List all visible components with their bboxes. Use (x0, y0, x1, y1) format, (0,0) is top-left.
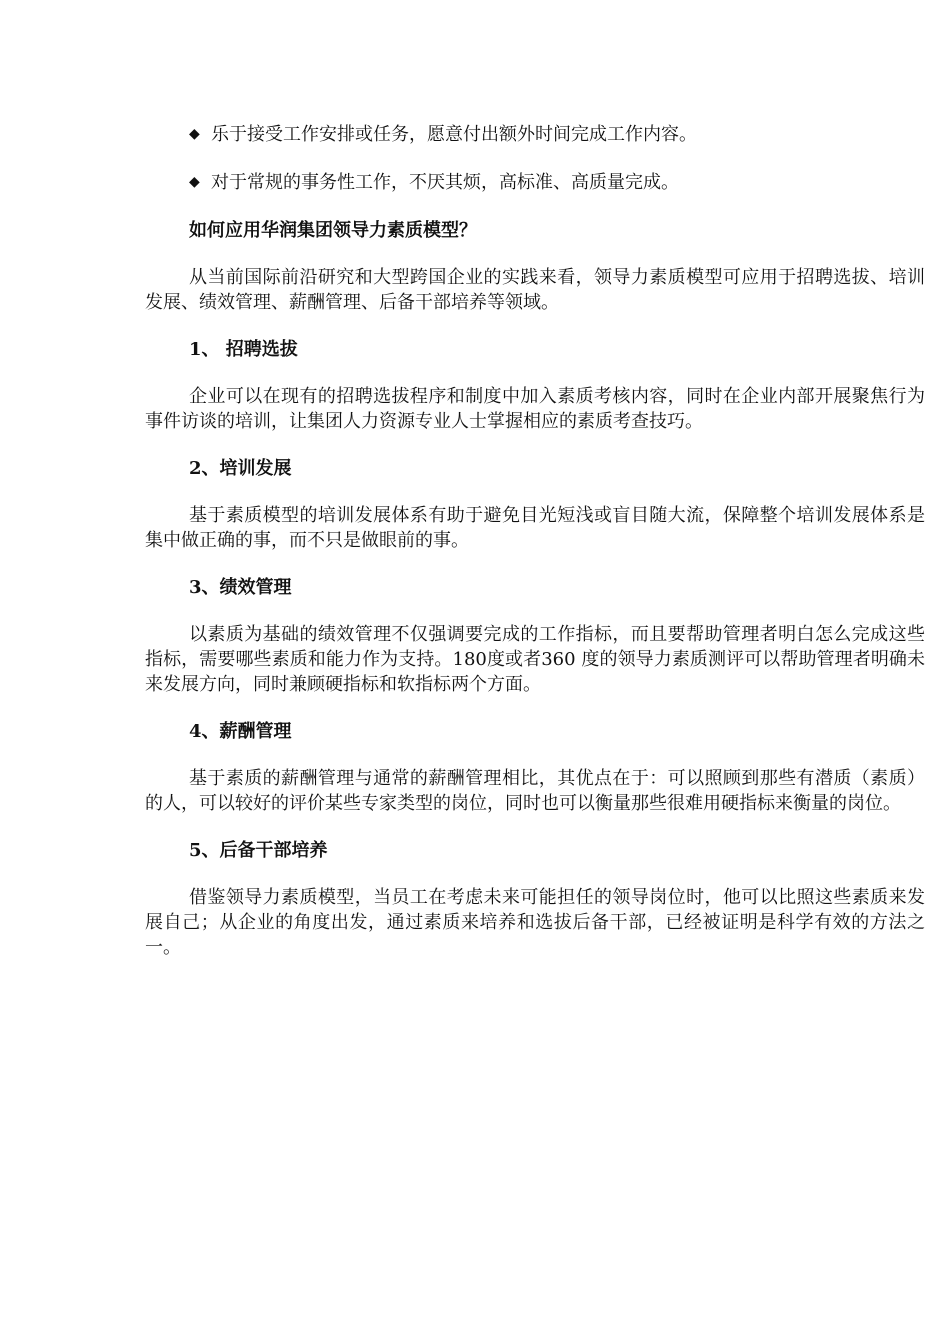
diamond-bullet-icon: ◆ (189, 174, 200, 190)
bullet-text: 对于常规的事务性工作，不厌其烦，高标准、高质量完成。 (211, 172, 679, 193)
section-heading: 1、 招聘选拔 (189, 339, 298, 360)
section-paragraph: 基于素质模型的培训发展体系有助于避免目光短浅或盲目随大流，保障整个培训发展体系是集中做正确的事，而不只是做眼前的事。 (145, 505, 925, 551)
section-heading: 3、绩效管理 (189, 577, 292, 598)
bullet-item (189, 170, 925, 195)
main-heading: 如何应用华润集团领导力素质模型？ (189, 220, 477, 241)
bullet-text: 乐于接受工作安排或任务，愿意付出额外时间完成工作内容。 (211, 124, 697, 145)
bullet-item (189, 122, 925, 147)
section-heading: 4、薪酬管理 (189, 721, 292, 742)
section-paragraph: 以素质为基础的绩效管理不仅强调要完成的工作指标，而且要帮助管理者明白怎么完成这些指标，需要哪些素质和能力作为支持。180度或者360 度的领导力素质测评可以帮助管理者明确未来发展方向，同时兼顾硬指标和软指标两个方面。 (145, 624, 925, 695)
intro-paragraph: 从当前国际前沿研究和大型跨国企业的实践来看，领导力素质模型可应用于招聘选拔、培训发展、绩效管理、薪酬管理、后备干部培养等领域。 (145, 267, 925, 313)
section-paragraph: 基于素质的薪酬管理与通常的薪酬管理相比，其优点在于：可以照顾到那些有潜质（素质）的人，可以较好的评价某些专家类型的岗位，同时也可以衡量那些很难用硬指标来衡量的岗位。 (145, 768, 925, 814)
section-paragraph: 借鉴领导力素质模型，当员工在考虑未来可能担任的领导岗位时，他可以比照这些素质来发展自己；从企业的角度出发，通过素质来培养和选拔后备干部，已经被证明是科学有效的方法之一。 (145, 887, 925, 958)
section-heading: 2、培训发展 (189, 458, 292, 479)
diamond-bullet-icon: ◆ (189, 126, 200, 142)
document-content (145, 122, 925, 960)
section-heading: 5、后备干部培养 (189, 840, 328, 861)
section-paragraph: 企业可以在现有的招聘选拔程序和制度中加入素质考核内容，同时在企业内部开展聚焦行为事件访谈的培训，让集团人力资源专业人士掌握相应的素质考查技巧。 (145, 386, 925, 432)
